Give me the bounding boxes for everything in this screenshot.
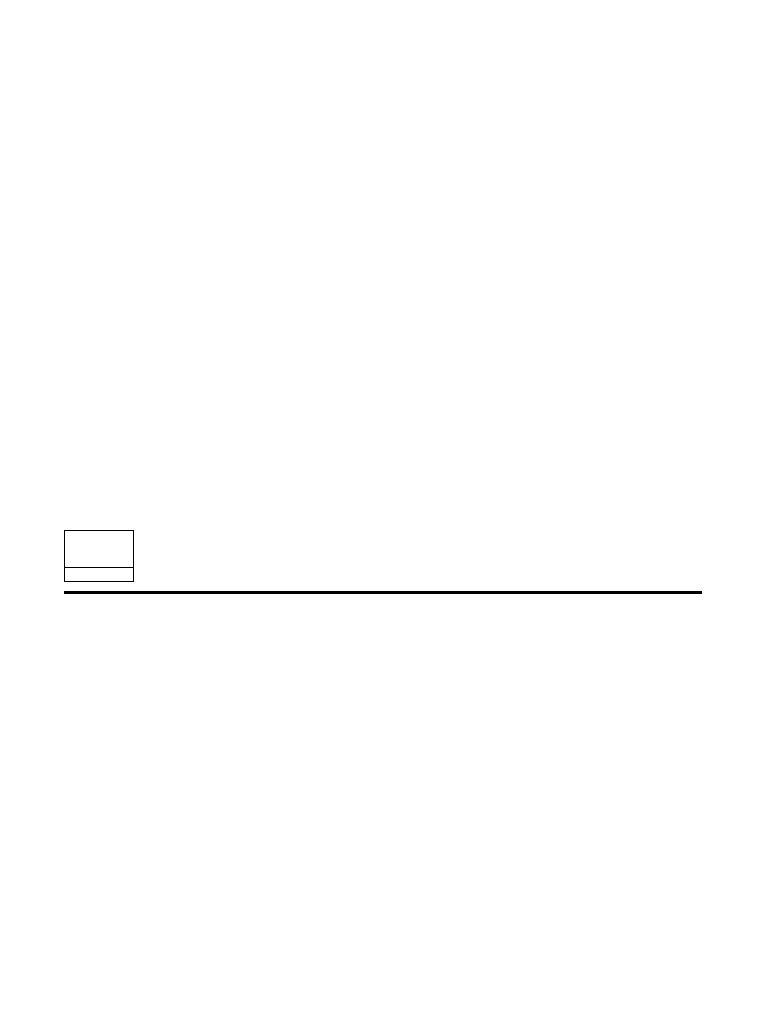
section-divider — [64, 591, 702, 594]
history-amount-row — [65, 568, 134, 582]
monthly-history-table — [64, 530, 134, 582]
history-amount-label — [65, 568, 134, 582]
history-month-row — [65, 531, 134, 568]
history-row-label — [65, 531, 134, 568]
